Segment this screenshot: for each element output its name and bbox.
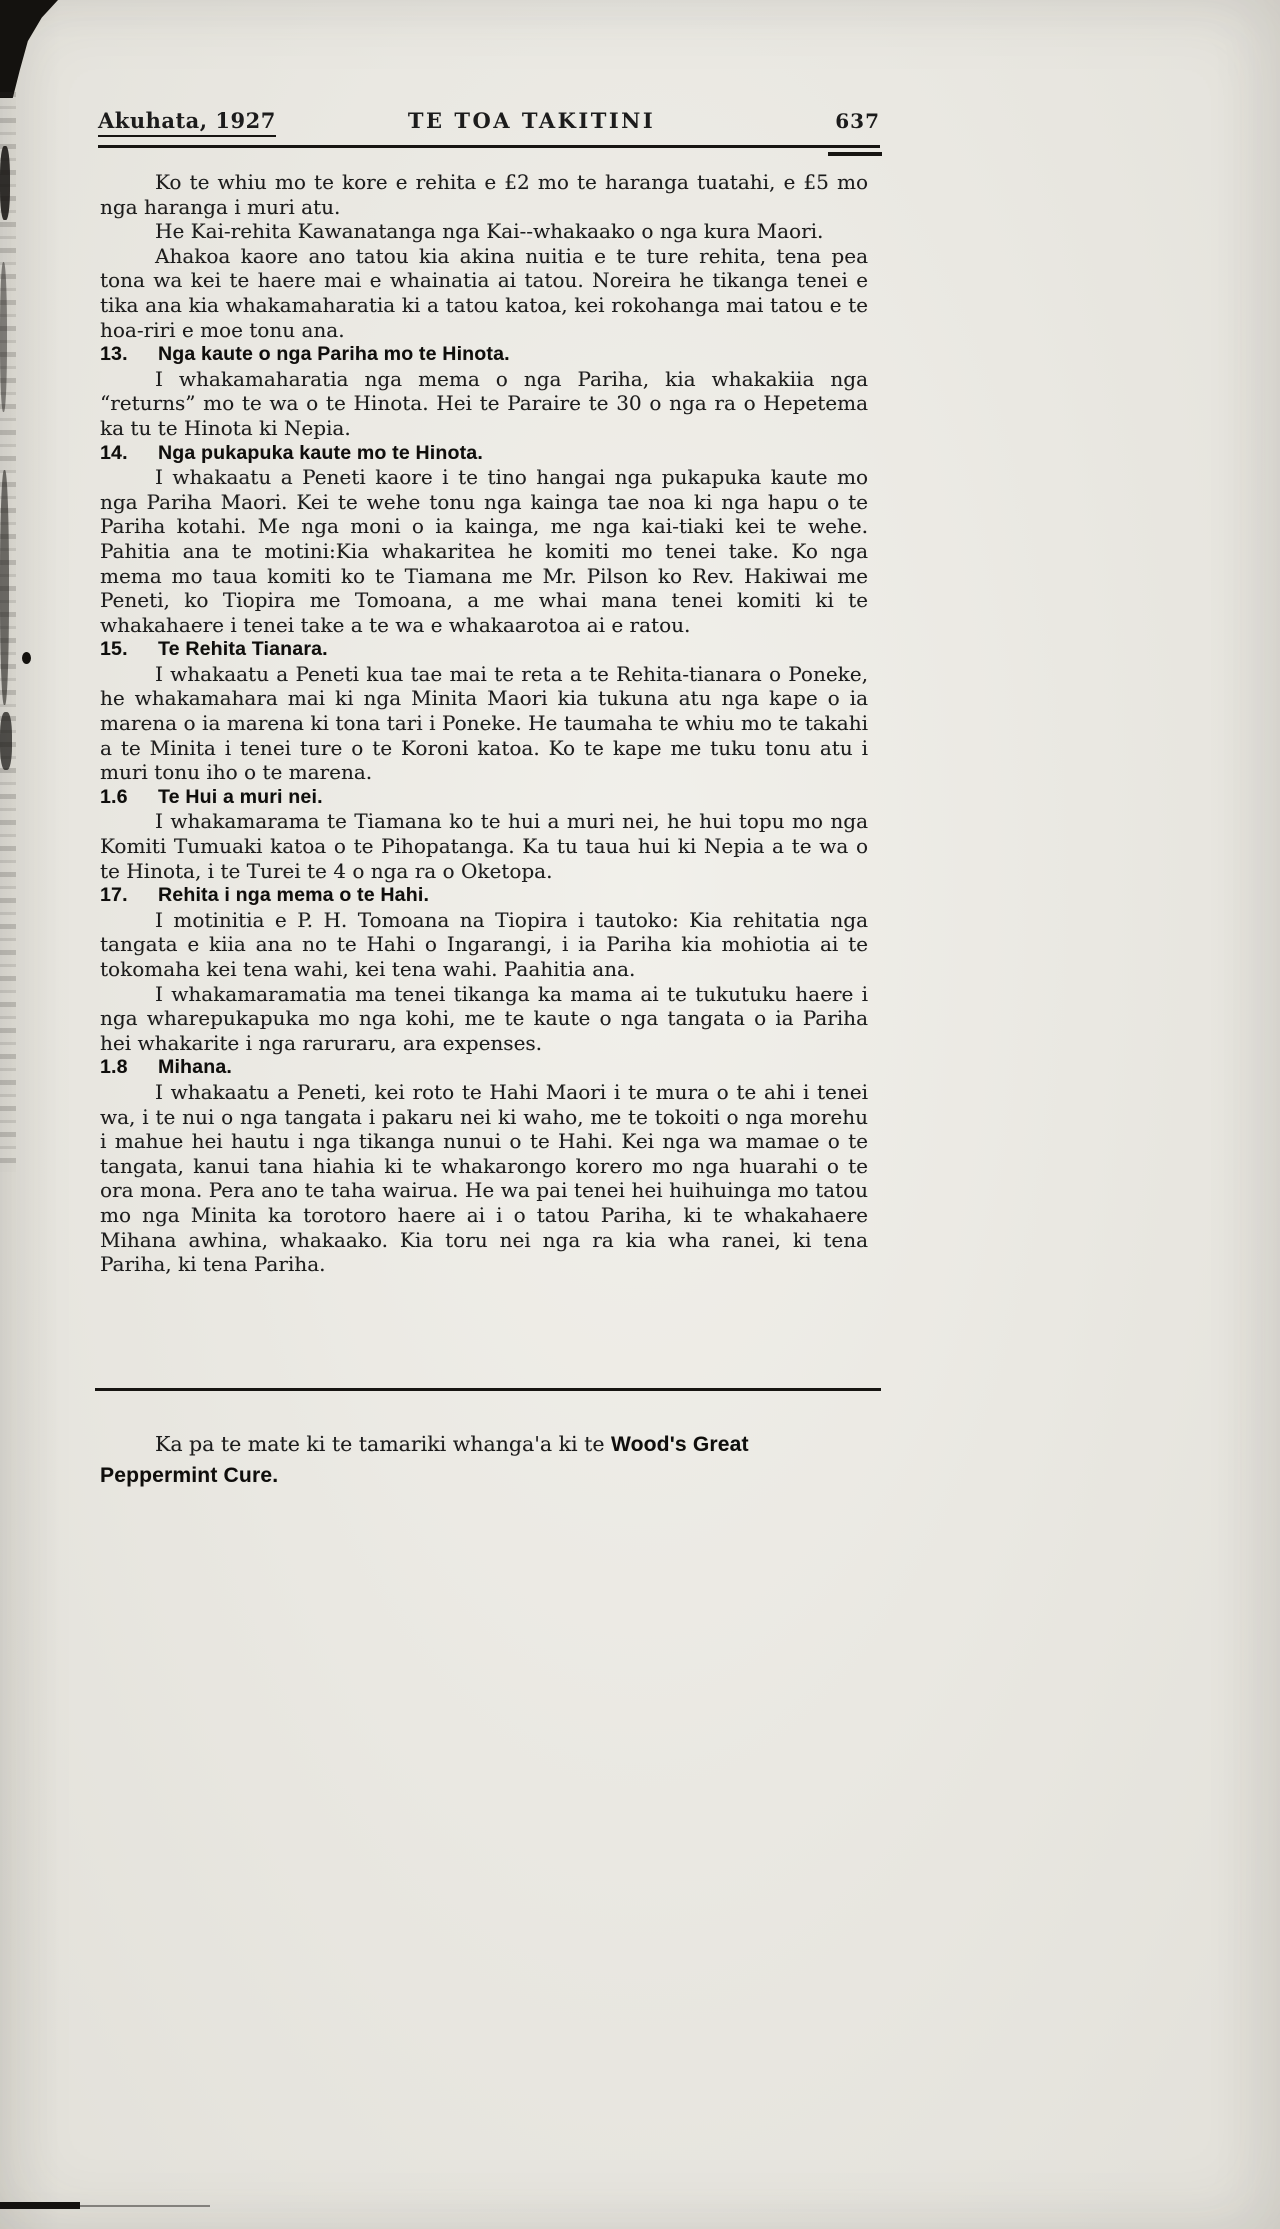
- page-number: 637: [835, 109, 880, 133]
- section-title: Mihana.: [158, 1056, 232, 1079]
- paragraph: He Kai-rehita Kawanatanga nga Kai--whakaako o nga kura Maori.: [155, 219, 824, 244]
- paragraph: Ahakoa kaore ano tatou kia akina nuitia e te ture rehita, tena pea tona wa kei te haere mai e whainatia ai tatou. Noreira he tikanga tenei e tika ana kia whakamaharatia ki a tatou katoa, kei rokohanga mai tatou e te hoa-riri e moe tonu ana.: [100, 243, 868, 342]
- article-body: [100, 170, 868, 1277]
- product-name: Wood's Great: [610, 1432, 749, 1456]
- section-heading: [100, 1055, 868, 1080]
- section-title: Nga kaute o nga Pariha mo te Hinota.: [158, 343, 510, 366]
- section-number: 15.: [100, 638, 128, 661]
- section-number: 13.: [100, 343, 128, 366]
- scan-artifact-bottom-line: [60, 2205, 210, 2207]
- paragraph: I whakaatu a Peneti kaore i te tino hangai nga pukapuka kaute mo nga Pariha Maori. Kei te wehe tonu nga kainga tae noa ki nga hapu o te Pariha kotahi. Me nga moni o ia kainga, me nga kai-tiaki kei te wehe. Pahitia ana te motini:Kia whakaritea he komiti mo tenei take. Ko nga mema mo taua komiti ko te Tiamana me Mr. Pilson ko Rev. Hakiwai me Peneti, ko Tiopira me Tomoana, a me whai mana tenei komiti ki te whakahaere i tenei take a te wa e whakaarotoa ai e ratou.: [100, 465, 868, 637]
- section-title: Nga pukapuka kaute mo te Hinota.: [158, 441, 483, 464]
- masthead: [98, 108, 880, 148]
- footer-note: [100, 1429, 872, 1491]
- section-heading: [100, 883, 868, 908]
- scan-artifact-edge-mark: [0, 262, 7, 412]
- footer-rule: [95, 1388, 881, 1391]
- issue-date: Akuhata, 1927: [98, 108, 276, 137]
- footer-lead: Ka pa te mate ki te tamariki whanga'a ki te: [155, 1431, 611, 1456]
- section-heading: [100, 342, 868, 367]
- journal-title: TE TOA TAKITINI: [407, 108, 656, 133]
- section-heading: [100, 441, 868, 466]
- product-name: Peppermint Cure.: [100, 1463, 279, 1487]
- scan-artifact-corner-blob: [0, 0, 58, 98]
- scan-artifact-edge-mark: [0, 470, 9, 705]
- scan-artifact-ink-dot: [22, 652, 31, 664]
- section-heading: [100, 785, 868, 810]
- paragraph: I motinitia e P. H. Tomoana na Tiopira i tautoko: Kia rehitatia nga tangata e kiia ana no te Hahi o Ingarangi, i ia Pariha kia mohiotia ai te tokomaha kei tena wahi, kei tena wahi. Paahitia ana.: [100, 907, 868, 981]
- section-heading: [100, 637, 868, 662]
- paragraph: I whakaatu a Peneti kua tae mai te reta a te Rehita-tianara o Poneke, he whakamahara mai ki nga Minita Maori kia tukuna atu nga kape o ia marena o ia marena ki tona tari i Poneke. He taumaha te whiu mo te takahi a te Minita i tenei ture o te Koroni katoa. Ko te kape me tuku tonu atu i muri tonu iho o te marena.: [100, 661, 868, 785]
- section-number: 17.: [100, 884, 128, 907]
- scan-artifact-edge-mark: [0, 146, 10, 220]
- section-title: Te Rehita Tianara.: [158, 638, 328, 661]
- paragraph: I whakaatu a Peneti, kei roto te Hahi Maori i te mura o te ahi i tenei wa, i te nui o nga tangata i pakaru nei ki waho, me te tokoiti o nga morehu i mahue hei hautu i nga tikanga nunui o te Hahi. Kei nga wa mamae o te tangata, kanui tana hiahia ki te whakarongo korero mo nga huarahi o te ora mona. Pera ano te taha wairua. He wa pai tenei hei huihuinga mo tatou mo nga Minita ka torotoro haere ai i o tatou Pariha, ki te whakahaere Mihana awhina, whakaako. Kia toru nei nga ra kia wha ranei, ki tena Pariha, ki tena Pariha.: [100, 1079, 868, 1277]
- section-number: 1.8: [100, 1056, 128, 1079]
- paragraph: Ko te whiu mo te kore e rehita e £2 mo te haranga tuatahi, e £5 mo nga haranga i muri atu.: [100, 170, 868, 219]
- section-title: Te Hui a muri nei.: [158, 785, 323, 808]
- scan-artifact-edge-mark: [0, 712, 12, 770]
- paragraph: I whakamarama te Tiamana ko te hui a muri nei, he hui topu mo nga Komiti Tumuaki katoa o te Pihopatanga. Ka tu taua hui ki Nepia a te wa o te Hinota, i te Turei te 4 o nga ra o Oketopa.: [100, 809, 868, 883]
- section-title: Rehita i nga mema o te Hahi.: [158, 884, 430, 907]
- header-rule: [828, 152, 882, 156]
- paragraph: I whakamaharatia nga mema o nga Pariha, kia whakakiia nga “returns” mo te wa o te Hinota. Hei te Paraire te 30 o nga ra o Hepetema ka tu te Hinota ki Nepia.: [100, 366, 868, 440]
- section-number: 1.6: [100, 785, 128, 808]
- paragraph: I whakamaramatia ma tenei tikanga ka mama ai te tukutuku haere i nga wharepukapuka mo nga kohi, me te kaute o nga tangata o ia Pariha hei whakarite i nga raruraru, ara expenses.: [100, 981, 868, 1055]
- section-number: 14.: [100, 441, 128, 464]
